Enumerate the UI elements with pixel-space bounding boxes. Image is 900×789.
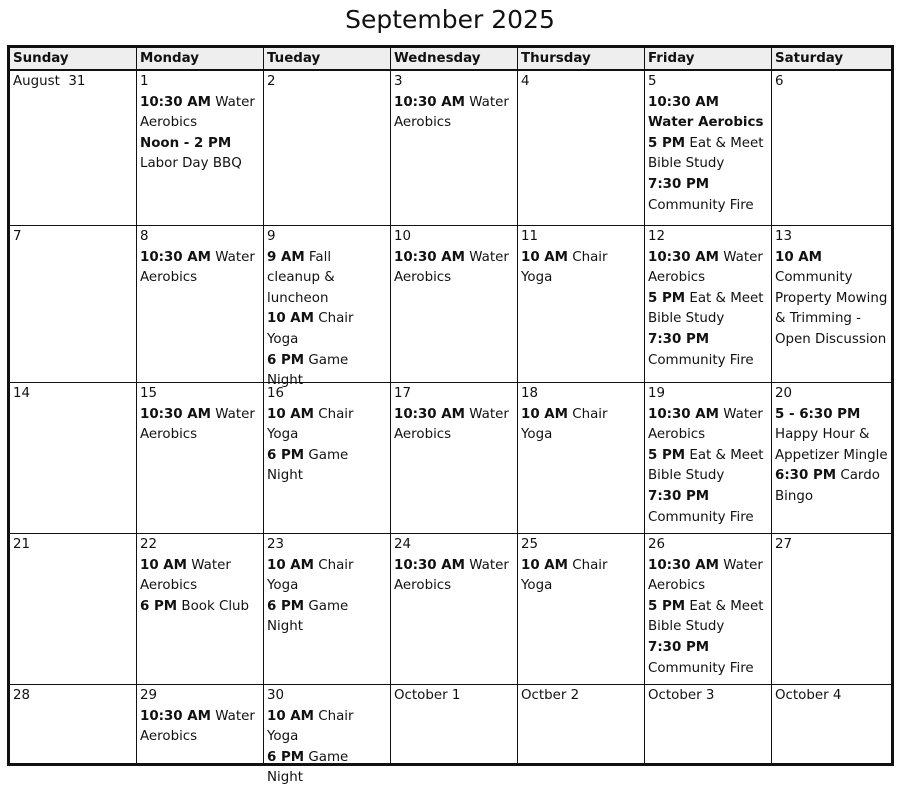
day-number: October 1	[394, 688, 461, 703]
day-cell[interactable]	[772, 534, 891, 685]
event-item[interactable]	[394, 93, 514, 134]
calendar-grid	[7, 45, 894, 786]
day-number: Octber 2	[521, 688, 580, 703]
event-item[interactable]	[394, 405, 514, 446]
day-number: 6	[775, 74, 784, 89]
event-time: 10:30 AM	[394, 406, 465, 422]
event-time: 10 AM	[521, 557, 568, 573]
day-cell[interactable]	[645, 534, 772, 685]
event-title: Game Night	[267, 447, 349, 484]
event-title: Cardo Bingo	[775, 468, 880, 504]
day-number: October 3	[648, 688, 715, 703]
day-number: 11	[521, 229, 539, 244]
day-cell[interactable]	[10, 383, 137, 534]
event-title: Water Aerobics	[140, 94, 255, 131]
event-item[interactable]	[648, 556, 768, 597]
page-title: September 2025	[345, 5, 555, 34]
day-number: 2	[267, 74, 276, 89]
event-title: Chair Yoga	[267, 557, 354, 594]
event-time: 6 PM	[267, 598, 305, 614]
event-time: 10:30 AM	[394, 557, 465, 573]
event-item[interactable]	[648, 93, 768, 134]
event-title: Water Aerobics	[394, 249, 509, 286]
day-cell[interactable]	[264, 685, 391, 786]
event-time: 10 AM	[267, 406, 314, 422]
day-cell[interactable]	[518, 534, 645, 685]
day-cell[interactable]	[264, 226, 391, 389]
event-title: Water Aerobics	[140, 406, 255, 443]
event-item[interactable]	[267, 707, 387, 748]
event-title: Labor Day BBQ	[140, 156, 242, 172]
event-title: Water Aerobics	[140, 557, 231, 594]
day-cell[interactable]	[518, 383, 645, 534]
day-number: 1	[140, 74, 149, 89]
weekday-header: Monday	[137, 48, 264, 71]
event-item[interactable]	[648, 597, 768, 638]
event-title: Water Aerobics	[648, 406, 763, 443]
event-title: Community Fire	[648, 197, 754, 213]
day-number: 28	[13, 688, 31, 703]
day-cell[interactable]	[518, 226, 645, 383]
event-time: 10 AM	[775, 249, 822, 265]
day-number: 22	[140, 537, 158, 552]
day-cell[interactable]	[645, 71, 772, 226]
day-number: 18	[521, 386, 539, 401]
day-cell[interactable]	[518, 71, 645, 226]
day-cell[interactable]	[772, 226, 891, 383]
event-item[interactable]	[394, 556, 514, 597]
day-number: 4	[521, 74, 530, 89]
day-number: 14	[13, 386, 31, 401]
day-cell[interactable]	[137, 71, 264, 226]
event-title: Water Aerobics	[648, 557, 763, 594]
day-number: 27	[775, 537, 793, 552]
event-title: Eat & Meet Bible Study	[648, 598, 764, 635]
event-item[interactable]	[394, 248, 514, 289]
event-time: 10:30 AM	[648, 249, 719, 265]
event-title: Chair Yoga	[267, 311, 354, 347]
event-item[interactable]	[648, 134, 768, 175]
event-item[interactable]	[267, 405, 387, 446]
day-cell[interactable]	[137, 383, 264, 534]
event-title: Chair Yoga	[521, 557, 608, 594]
day-number: 13	[775, 229, 793, 244]
event-time: 5 - 6:30 PM	[775, 406, 861, 422]
event-time: 6 PM	[267, 447, 305, 463]
event-time: 10:30 AM	[394, 249, 465, 265]
event-item[interactable]	[267, 597, 387, 638]
day-cell[interactable]	[391, 534, 518, 685]
event-item[interactable]	[648, 330, 768, 371]
event-item[interactable]	[775, 248, 888, 351]
event-time: 7:30 PM	[648, 639, 710, 655]
event-title: Chair Yoga	[521, 406, 608, 443]
day-cell[interactable]	[772, 383, 891, 534]
event-time: 7:30 PM	[648, 331, 710, 347]
day-cell[interactable]	[391, 226, 518, 383]
event-time: 10 AM	[140, 557, 187, 573]
event-item[interactable]	[140, 248, 260, 289]
weekday-header: Thursday	[518, 48, 645, 71]
event-time: 10 AM	[267, 708, 314, 724]
day-cell[interactable]	[264, 71, 391, 226]
event-item[interactable]	[521, 405, 641, 446]
event-item[interactable]	[648, 175, 768, 216]
event-time: 10:30 AM	[394, 94, 465, 110]
event-title: Water Aerobics	[394, 406, 509, 443]
day-cell[interactable]	[645, 685, 772, 763]
event-time: 6 PM	[267, 352, 305, 368]
day-number: 10	[394, 229, 412, 244]
day-number: 9	[267, 229, 276, 244]
day-cell[interactable]	[772, 71, 891, 226]
weekday-header: Wednesday	[391, 48, 518, 71]
event-time: 6 PM	[267, 749, 305, 765]
event-time: 10:30 AM	[140, 94, 211, 110]
event-item[interactable]	[140, 597, 260, 618]
event-time: 9 AM	[267, 249, 305, 265]
event-time: 10 AM	[267, 311, 314, 327]
day-cell[interactable]	[10, 71, 137, 226]
day-cell[interactable]	[391, 685, 518, 763]
day-number: 24	[394, 537, 412, 552]
day-number: 3	[394, 74, 403, 89]
day-cell[interactable]	[518, 685, 645, 763]
event-title: Water Aerobics	[140, 249, 255, 286]
event-time: 10:30 AM	[140, 249, 211, 265]
event-time: 5 PM	[648, 447, 686, 463]
event-title: Eat & Meet Bible Study	[648, 447, 764, 484]
event-item[interactable]	[267, 309, 387, 350]
day-cell[interactable]	[645, 226, 772, 383]
day-cell[interactable]	[137, 534, 264, 685]
event-time: 10 AM	[267, 557, 314, 573]
event-item[interactable]	[648, 248, 768, 289]
event-title: Eat & Meet Bible Study	[648, 135, 764, 172]
event-time: 10:30 AM Water Aerobics	[648, 94, 764, 131]
day-cell[interactable]	[645, 383, 772, 534]
day-cell[interactable]	[137, 685, 264, 763]
event-title: Game Night	[267, 749, 349, 786]
event-item[interactable]	[140, 405, 260, 446]
day-cell[interactable]	[137, 226, 264, 383]
day-number: August 31	[13, 74, 86, 89]
event-item[interactable]	[267, 748, 387, 789]
event-time: 7:30 PM	[648, 488, 710, 504]
event-title: Community Fire	[648, 660, 754, 676]
day-number: 20	[775, 386, 793, 401]
event-title: Chair Yoga	[521, 249, 608, 286]
event-title: Game Night	[267, 598, 349, 635]
event-title: Chair Yoga	[267, 708, 354, 745]
event-item[interactable]	[140, 134, 260, 175]
day-cell[interactable]	[10, 226, 137, 383]
weekday-header: Saturday	[772, 48, 891, 71]
event-item[interactable]	[140, 93, 260, 134]
event-item[interactable]	[648, 487, 768, 528]
weekday-header: Friday	[645, 48, 772, 71]
day-number: 17	[394, 386, 412, 401]
event-item[interactable]	[140, 556, 260, 597]
day-cell[interactable]	[391, 383, 518, 534]
event-item[interactable]	[140, 707, 260, 748]
day-number: 30	[267, 688, 285, 703]
event-time: 6:30 PM	[775, 468, 837, 484]
day-cell[interactable]	[264, 383, 391, 534]
day-number: 8	[140, 229, 149, 244]
event-time: 10 AM	[521, 249, 568, 265]
event-time: 7:30 PM	[648, 176, 710, 192]
day-number: 5	[648, 74, 657, 89]
day-number: 26	[648, 537, 666, 552]
event-title: Fall cleanup & luncheon	[267, 249, 335, 306]
day-number: October 4	[775, 688, 842, 703]
event-time: 5 PM	[648, 290, 686, 306]
event-time: 6 PM	[140, 598, 178, 614]
event-title: Eat & Meet Bible Study	[648, 290, 764, 327]
day-number: 23	[267, 537, 285, 552]
day-cell[interactable]	[10, 685, 137, 763]
event-time: 5 PM	[648, 135, 686, 151]
event-title: Community Property Mowing & Trimming - Open Discussion	[775, 270, 888, 347]
event-item[interactable]	[648, 638, 768, 679]
event-time: Noon - 2 PM	[140, 135, 232, 151]
weekday-header: Tueday	[264, 48, 391, 71]
event-title: Game Night	[267, 352, 349, 389]
event-item[interactable]	[521, 248, 641, 289]
event-item[interactable]	[521, 556, 641, 597]
day-cell[interactable]	[264, 534, 391, 685]
day-cell[interactable]	[772, 685, 891, 763]
event-title: Water Aerobics	[140, 708, 255, 745]
event-title: Book Club	[177, 598, 250, 614]
event-item[interactable]	[267, 446, 387, 487]
event-title: Water Aerobics	[394, 94, 509, 131]
event-time: 10:30 AM	[140, 406, 211, 422]
event-title: Chair Yoga	[267, 406, 354, 443]
event-title: Water Aerobics	[648, 249, 763, 286]
event-time: 10:30 AM	[140, 708, 211, 724]
event-item[interactable]	[648, 289, 768, 330]
day-number: 19	[648, 386, 666, 401]
event-item[interactable]	[648, 446, 768, 487]
event-item[interactable]	[267, 248, 387, 310]
event-title: Community Fire	[648, 509, 754, 525]
event-time: 10:30 AM	[648, 557, 719, 573]
event-item[interactable]	[648, 405, 768, 446]
event-title: Water Aerobics	[394, 557, 509, 594]
day-number: 12	[648, 229, 666, 244]
event-time: 10:30 AM	[648, 406, 719, 422]
event-item[interactable]	[775, 466, 888, 507]
day-number: 16	[267, 386, 285, 401]
day-number: 29	[140, 688, 158, 703]
event-time: 5 PM	[648, 598, 686, 614]
day-cell[interactable]	[391, 71, 518, 226]
event-title: Happy Hour & Appetizer Mingle	[775, 427, 888, 463]
event-item[interactable]	[267, 556, 387, 597]
weekday-header: Sunday	[10, 48, 137, 71]
day-cell[interactable]	[10, 534, 137, 685]
event-time: 10 AM	[521, 406, 568, 422]
event-item[interactable]	[775, 405, 888, 467]
day-number: 21	[13, 537, 31, 552]
day-number: 7	[13, 229, 22, 244]
day-number: 15	[140, 386, 158, 401]
day-number: 25	[521, 537, 539, 552]
event-title: Community Fire	[648, 352, 754, 368]
